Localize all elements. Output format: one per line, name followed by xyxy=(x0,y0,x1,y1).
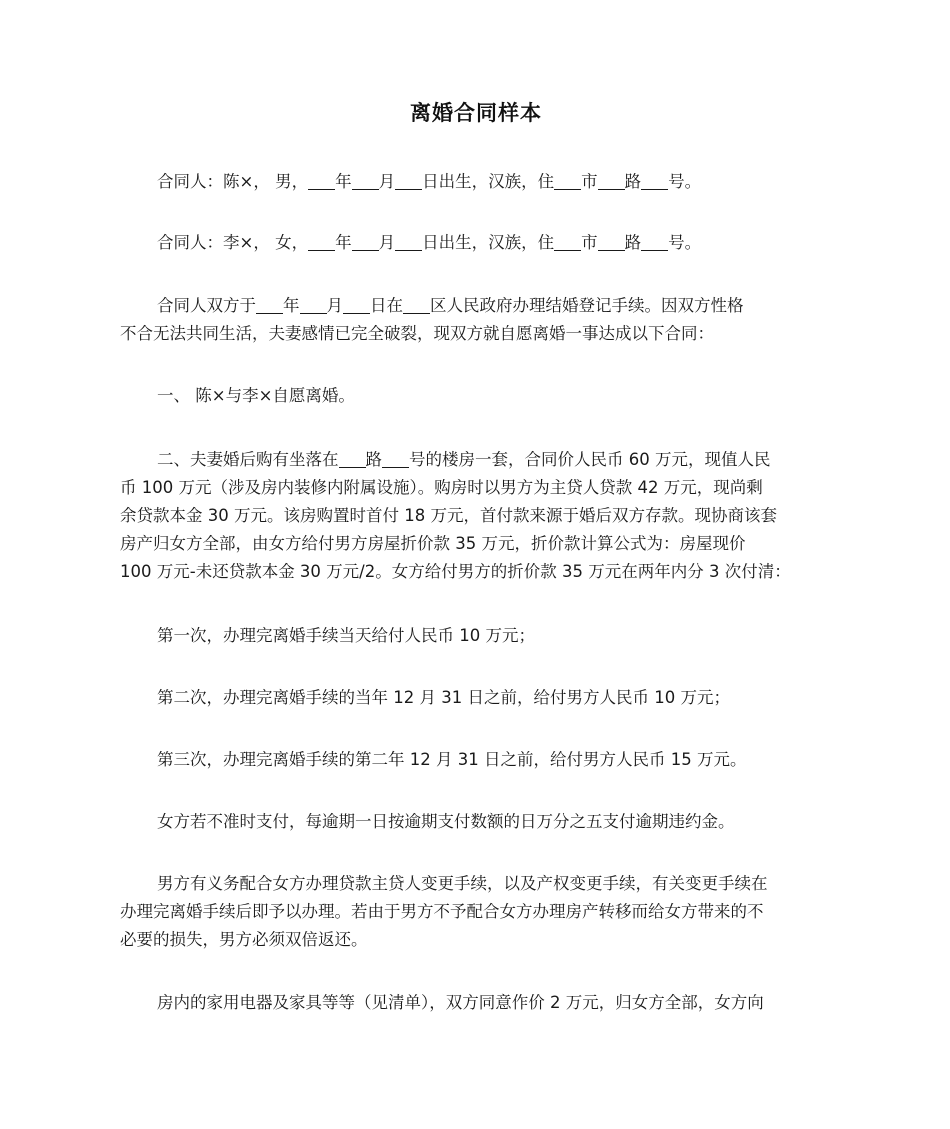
blank-line xyxy=(343,296,370,314)
blank-line xyxy=(395,233,422,251)
blank-line xyxy=(598,172,625,190)
blank-line xyxy=(308,233,335,251)
payment-second: 第二次，办理完离婚手续的当年 12 月 31 日之前，给付男方人民币 10 万元； xyxy=(157,688,730,707)
blank-line xyxy=(382,450,409,468)
blank-line xyxy=(554,172,581,190)
blank-line xyxy=(339,450,366,468)
obligation-paragraph: 男方有义务配合女方办理贷款主贷人变更手续，以及产权变更手续，有关变更手续在 办理完离婚手续后即予以办理。若由于男方不予配合女方办理房产转移而给女方带来的不 必要的损失，男方必须双倍返还。 xyxy=(120,874,768,949)
payment-third: 第三次，办理完离婚手续的第二年 12 月 31 日之前，给付男方人民币 15 万元。 xyxy=(157,750,747,769)
furniture-paragraph: 房内的家用电器及家具等等（见清单），双方同意作价 2 万元，归女方全部，女方向 xyxy=(157,993,764,1012)
penalty-paragraph: 女方若不准时支付，每逾期一日按逾期支付数额的日万分之五支付逾期违约金。 xyxy=(157,812,735,831)
party-one-paragraph: 合同人：陈×， 男， 年 月 日出生，汉族，住 市 路 号。 xyxy=(157,172,702,191)
payment-first: 第一次，办理完离婚手续当天给付人民币 10 万元； xyxy=(157,626,535,645)
blank-line xyxy=(308,172,335,190)
blank-line xyxy=(641,172,668,190)
document-title: 离婚合同样本 xyxy=(410,101,542,125)
party-two-paragraph: 合同人：李×， 女， 年 月 日出生，汉族，住 市 路 号。 xyxy=(157,233,702,252)
blank-line xyxy=(352,172,379,190)
clause-two: 二、夫妻婚后购有坐落在 路 号的楼房一套，合同价人民币 60 万元，现值人民 币 100 万元（涉及房内装修内附属设施）。购房时以男方为主贷人贷款 42 万元，现尚剩 余贷款本金 30 万元。该房购置时首付 18 万元，首付款来源于婚后双方存款。现协商该套 房产归女方全部，由女方给付男方房屋折价款 35 万元，折价款计算公式为：房屋现价 100 万元-未还贷款本金 30 万元/2。女方给付男方的折价款 35 万元在两年内分 3 次付清： xyxy=(120,450,791,581)
clause-one: 一、 陈×与李×自愿离婚。 xyxy=(157,386,355,405)
blank-line xyxy=(598,233,625,251)
party-two-text: 合同人：李×， 女， xyxy=(157,233,309,252)
blank-line xyxy=(352,233,379,251)
blank-line xyxy=(256,296,283,314)
blank-line xyxy=(641,233,668,251)
party-one-text: 合同人：陈×， 男， xyxy=(157,172,309,191)
blank-line xyxy=(403,296,430,314)
blank-line xyxy=(300,296,327,314)
blank-line xyxy=(554,233,581,251)
intro-paragraph: 合同人双方于 年 月 日在 区人民政府办理结婚登记手续。因双方性格 不合无法共同生活，夫妻感情已完全破裂，现双方就自愿离婚一事达成以下合同： xyxy=(120,296,744,343)
blank-line xyxy=(395,172,422,190)
